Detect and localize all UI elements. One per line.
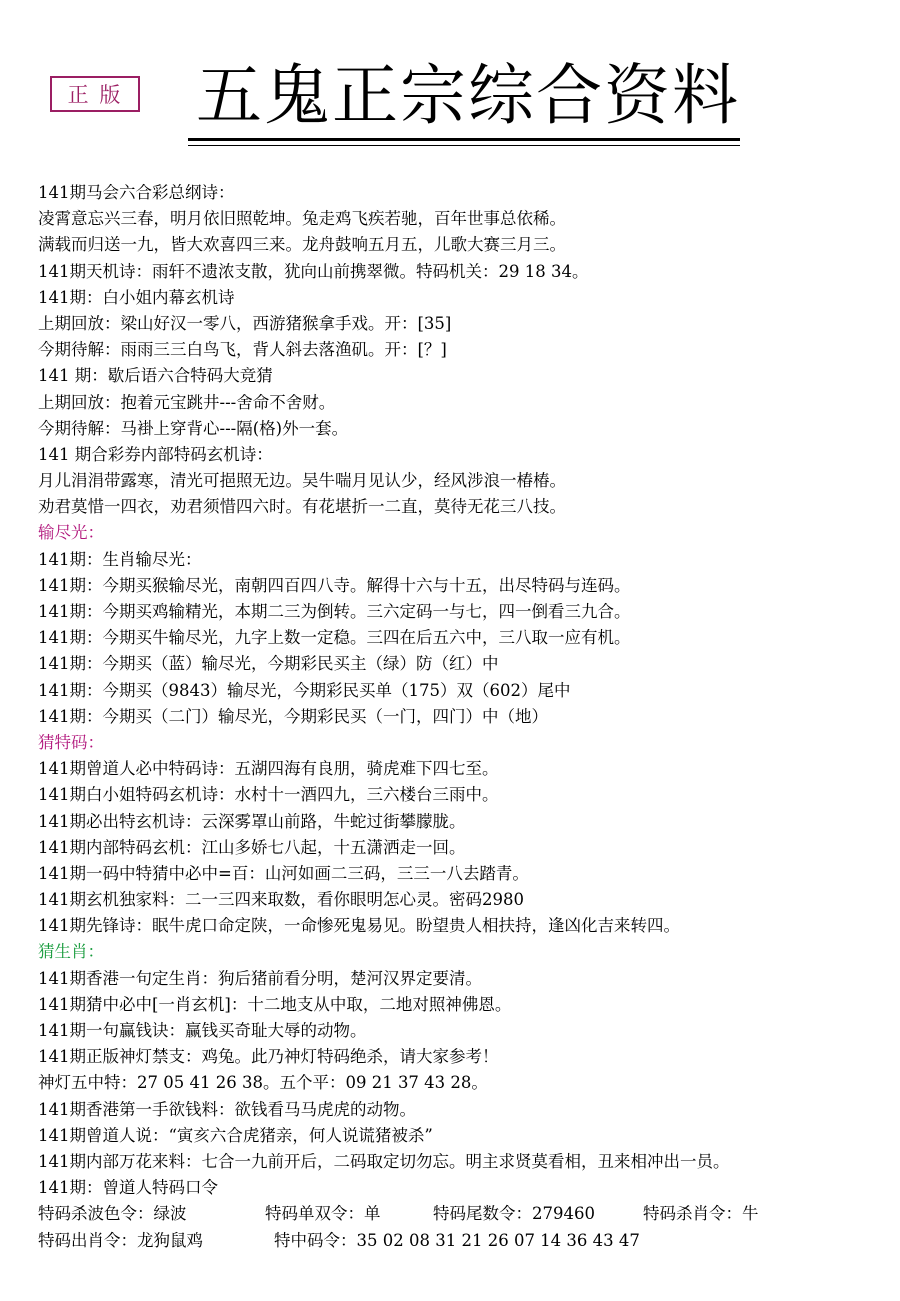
text-line: 141期马会六合彩总纲诗： <box>38 183 235 202</box>
command-row-1 <box>38 1201 888 1227</box>
command-row-2 <box>38 1228 888 1254</box>
text-line: 上期回放：抱着元宝跳井---舍命不舍财。 <box>38 392 336 412</box>
page-title: 五鬼正宗综合资料 <box>196 57 740 134</box>
text-line: 上期回放：梁山好汉一零八，西游猪猴拿手戏。开：[35] <box>38 313 452 333</box>
text-line: 141期：今期买猴输尽光，南朝四百四八寺。解得十六与十五，出尽特码与连码。 <box>38 575 631 595</box>
text-line: 今期待解：雨雨三三白鸟飞，背人斜去落渔矶。开：[？] <box>38 340 447 360</box>
text-line: 141期一句赢钱诀：赢钱买奇耻大辱的动物。 <box>38 1021 367 1040</box>
text-line: 141期先锋诗：眠牛虎口命定陕，一命惨死鬼易见。盼望贵人相扶持，逢凶化吉来转四。 <box>38 916 680 936</box>
text-line: 141期：曾道人特码口令 <box>38 1178 218 1198</box>
document-body <box>38 180 888 1254</box>
command-hit-numbers: 特中码令：35 02 08 31 21 26 07 14 36 43 47 <box>274 1230 640 1250</box>
text-line: 今期待解：马褂上穿背心---隔(格)外一套。 <box>38 418 349 438</box>
text-line: 神灯五中特：27 05 41 26 38。五个平：09 21 37 43 28。 <box>38 1073 488 1093</box>
text-line: 141期：生肖输尽光： <box>38 549 202 569</box>
text-line: 141期：今期买鸡输精光，本期二三为倒转。三六定码一与七，四一倒看三九合。 <box>38 602 631 621</box>
command-out-zodiac: 特码出肖令：龙狗鼠鸡 <box>38 1230 203 1250</box>
title-underline-thick <box>188 138 740 141</box>
text-line: 141期：今期买（蓝）输尽光，今期彩民买主（绿）防（红）中 <box>38 654 499 674</box>
text-line: 141期内部特码玄机：江山多娇七八起，十五潇洒走一回。 <box>38 837 466 857</box>
command-kill-zodiac: 特码杀肖令：牛 <box>643 1204 759 1224</box>
text-line: 141期：今期买（二门）输尽光，今期彩民买（一门，四门）中（地） <box>38 706 548 726</box>
text-line: 满载而归送一九，皆大欢喜四三来。龙舟鼓响五月五，儿歌大赛三月三。 <box>38 235 566 255</box>
text-line: 141期：白小姐内幕玄机诗 <box>38 287 235 307</box>
genuine-badge: 正 版 <box>50 76 140 112</box>
text-line: 141期必出特玄机诗：云深雾罩山前路，牛蛇过街攀朦胧。 <box>38 811 466 831</box>
title-underline-thin <box>188 145 740 146</box>
text-line: 141 期合彩券内部特码玄机诗： <box>38 444 273 464</box>
text-line: 141期猜中必中[一肖玄机]：十二地支从中取，二地对照神佛恩。 <box>38 994 512 1014</box>
text-line: 141 期：歇后语六合特码大竞猜 <box>38 366 273 386</box>
text-line: 凌霄意忘兴三春，明月依旧照乾坤。兔走鸡飞疾若驰，百年世事总依稀。 <box>38 209 566 229</box>
text-line: 141期曾道人说：“寅亥六合虎猪亲，何人说谎猪被杀” <box>38 1125 433 1145</box>
text-line: 141期白小姐特码玄机诗：水村十一酒四九，三六楼台三雨中。 <box>38 785 499 805</box>
text-line: 141期一码中特猜中必中=百：山河如画二三码，三三一八去踏青。 <box>38 863 529 883</box>
text-line: 141期天机诗：雨轩不遗浓支散，犹向山前携翠微。特码机关：29 18 34。 <box>38 261 589 281</box>
text-line: 141期：今期买牛输尽光，九字上数一定稳。三四在后五六中，三八取一应有机。 <box>38 628 631 648</box>
command-tail-number: 特码尾数令：279460 <box>433 1204 595 1224</box>
section-heading-caitema: 猜特码： <box>38 732 104 752</box>
text-line: 141期香港一句定生肖：狗后猪前看分明，楚河汉界定要清。 <box>38 968 482 988</box>
text-line: 劝君莫惜一四衣，劝君须惜四六时。有花堪折一二直，莫待无花三八技。 <box>38 497 566 517</box>
text-line: 141期香港第一手欲钱料：欲钱看马马虎虎的动物。 <box>38 1099 416 1119</box>
text-line: 月儿涓涓带露寒，清光可挹照无边。吴牛喘月见认少，经风涉浪一椿椿。 <box>38 471 566 491</box>
command-odd-even: 特码单双令：单 <box>265 1204 381 1224</box>
text-line: 141期正版神灯禁支：鸡兔。此乃神灯特码绝杀，请大家参考！ <box>38 1047 499 1067</box>
text-line: 141期曾道人必中特码诗：五湖四海有良朋，骑虎难下四七至。 <box>38 759 499 779</box>
text-line: 141期：今期买（9843）输尽光，今期彩民买单（175）双（602）尾中 <box>38 680 571 700</box>
command-kill-wave-color: 特码杀波色令：绿波 <box>38 1204 187 1224</box>
text-line: 141期玄机独家料：二一三四来取数，看你眼明怎心灵。密码2980 <box>38 890 524 910</box>
section-heading-shuchuguang: 输尽光： <box>38 523 104 543</box>
section-heading-caishengxiao: 猜生肖： <box>38 942 104 962</box>
text-line: 141期内部万花来料：七合一九前开后，二码取定切勿忘。明主求贤莫看相，丑来相冲出一员。 <box>38 1151 730 1171</box>
